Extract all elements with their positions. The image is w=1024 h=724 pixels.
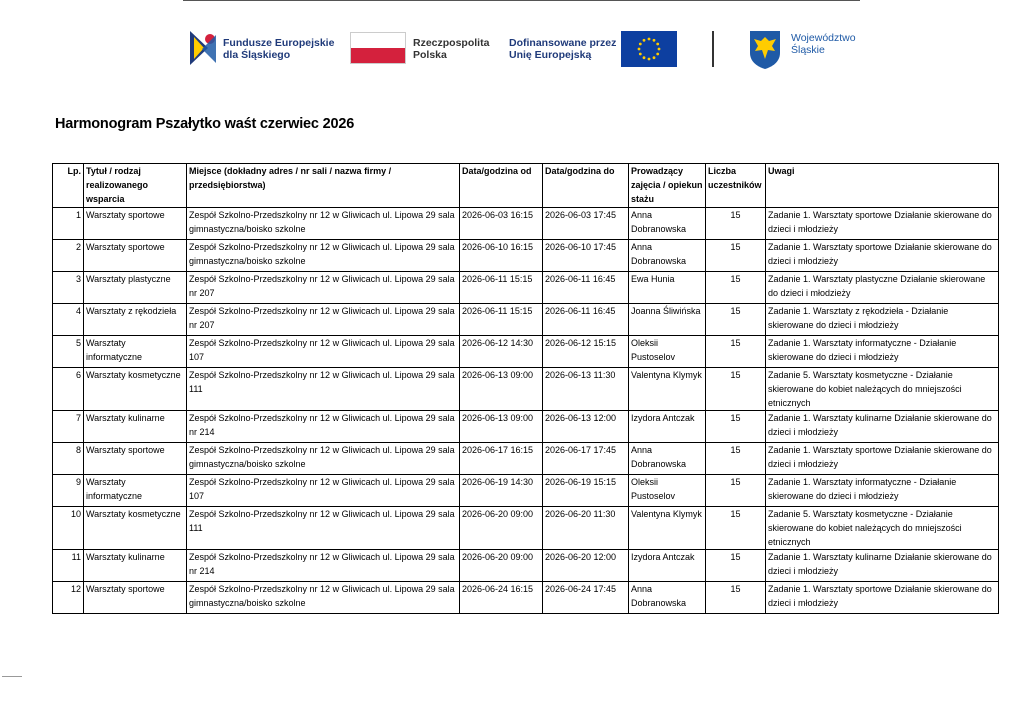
logo-bar <box>0 25 1024 75</box>
cell-title: Warsztaty kosmetyczne <box>84 507 187 550</box>
cell-to: 2026-06-19 15:15 <box>543 475 629 507</box>
header-count: Liczba uczestników <box>706 164 766 208</box>
cell-from: 2026-06-19 14:30 <box>460 475 543 507</box>
cell-lp: 11 <box>53 550 84 582</box>
cell-title: Warsztaty kosmetyczne <box>84 368 187 411</box>
cell-leader: Anna Dobranowska <box>629 208 706 240</box>
cell-to: 2026-06-13 11:30 <box>543 368 629 411</box>
cell-title: Warsztaty sportowe <box>84 443 187 475</box>
logo-separator <box>712 31 714 67</box>
cell-title: Warsztaty z rękodzieła <box>84 304 187 336</box>
cell-place: Zespół Szkolno-Przedszkolny nr 12 w Gliwicach ul. Lipowa 29 sala 107 <box>187 475 460 507</box>
header-from: Data/godzina od <box>460 164 543 208</box>
table-row <box>53 582 999 614</box>
dofinansowane-text <box>509 37 616 61</box>
table-row <box>53 368 999 411</box>
cell-leader: Valentyna Klymyk <box>629 507 706 550</box>
cell-notes: Zadanie 5. Warsztaty kosmetyczne - Działanie skierowane do kobiet należących do mniejszości etnicznych <box>766 368 999 411</box>
cell-from: 2026-06-20 09:00 <box>460 507 543 550</box>
footer-mark <box>2 676 22 677</box>
cell-count: 15 <box>706 240 766 272</box>
cell-notes: Zadanie 1. Warsztaty kulinarne Działanie skierowane do dzieci i młodzieży <box>766 411 999 443</box>
cell-lp: 3 <box>53 272 84 304</box>
cell-place: Zespół Szkolno-Przedszkolny nr 12 w Gliwicach ul. Lipowa 29 sala nr 214 <box>187 411 460 443</box>
cell-lp: 5 <box>53 336 84 368</box>
cell-leader: Oleksii Pustoselov <box>629 475 706 507</box>
cell-place: Zespół Szkolno-Przedszkolny nr 12 w Gliwicach ul. Lipowa 29 sala 107 <box>187 336 460 368</box>
cell-to: 2026-06-17 17:45 <box>543 443 629 475</box>
cell-count: 15 <box>706 336 766 368</box>
cell-count: 15 <box>706 507 766 550</box>
cell-place: Zespół Szkolno-Przedszkolny nr 12 w Gliwicach ul. Lipowa 29 sala nr 207 <box>187 304 460 336</box>
cell-lp: 10 <box>53 507 84 550</box>
cell-from: 2026-06-20 09:00 <box>460 550 543 582</box>
cell-leader: Anna Dobranowska <box>629 240 706 272</box>
cell-place: Zespół Szkolno-Przedszkolny nr 12 w Gliwicach ul. Lipowa 29 sala nr 214 <box>187 550 460 582</box>
table-row <box>53 208 999 240</box>
cell-to: 2026-06-12 15:15 <box>543 336 629 368</box>
cell-place: Zespół Szkolno-Przedszkolny nr 12 w Gliwicach ul. Lipowa 29 sala gimnastyczna/boisko szkolne <box>187 208 460 240</box>
page-title: Harmonogram Pszałytko waśt czerwiec 2026 <box>55 116 355 132</box>
cell-from: 2026-06-11 15:15 <box>460 272 543 304</box>
cell-count: 15 <box>706 368 766 411</box>
schedule-table <box>52 163 999 614</box>
header-lp: Lp. <box>53 164 84 208</box>
top-rule <box>183 0 860 1</box>
table-row <box>53 240 999 272</box>
cell-title: Warsztaty sportowe <box>84 582 187 614</box>
cell-count: 15 <box>706 304 766 336</box>
cell-notes: Zadanie 1. Warsztaty sportowe Działanie skierowane do dzieci i młodzieży <box>766 240 999 272</box>
cell-to: 2026-06-20 12:00 <box>543 550 629 582</box>
cell-count: 15 <box>706 443 766 475</box>
cell-notes: Zadanie 1. Warsztaty kulinarne Działanie skierowane do dzieci i młodzieży <box>766 550 999 582</box>
table-row <box>53 443 999 475</box>
cell-from: 2026-06-12 14:30 <box>460 336 543 368</box>
cell-lp: 2 <box>53 240 84 272</box>
cell-notes: Zadanie 1. Warsztaty plastyczne Działanie skierowane do dzieci i młodzieży <box>766 272 999 304</box>
cell-notes: Zadanie 1. Warsztaty z rękodzieła - Działanie skierowane do dzieci i młodzieży <box>766 304 999 336</box>
cell-to: 2026-06-11 16:45 <box>543 304 629 336</box>
ws-line-2: Śląskie <box>791 44 825 56</box>
fe-line-2: dla Śląskiego <box>223 49 291 61</box>
cell-from: 2026-06-10 16:15 <box>460 240 543 272</box>
table-row <box>53 336 999 368</box>
cell-count: 15 <box>706 582 766 614</box>
fundusze-europejskie-logo-icon <box>188 27 218 69</box>
cell-place: Zespół Szkolno-Przedszkolny nr 12 w Gliwicach ul. Lipowa 29 sala gimnastyczna/boisko szkolne <box>187 240 460 272</box>
cell-lp: 7 <box>53 411 84 443</box>
cell-title: Warsztaty sportowe <box>84 208 187 240</box>
cell-to: 2026-06-24 17:45 <box>543 582 629 614</box>
cell-leader: Joanna Śliwińska <box>629 304 706 336</box>
cell-leader: Anna Dobranowska <box>629 582 706 614</box>
cell-to: 2026-06-03 17:45 <box>543 208 629 240</box>
header-to: Data/godzina do <box>543 164 629 208</box>
rp-line-2: Polska <box>413 49 447 61</box>
header-title: Tytuł / rodzaj realizowanego wsparcia <box>84 164 187 208</box>
cell-lp: 6 <box>53 368 84 411</box>
table-row <box>53 304 999 336</box>
cell-from: 2026-06-13 09:00 <box>460 368 543 411</box>
cell-lp: 8 <box>53 443 84 475</box>
cell-title: Warsztaty informatyczne <box>84 475 187 507</box>
table-row <box>53 550 999 582</box>
cell-title: Warsztaty informatyczne <box>84 336 187 368</box>
cell-lp: 12 <box>53 582 84 614</box>
cell-from: 2026-06-11 15:15 <box>460 304 543 336</box>
cell-from: 2026-06-24 16:15 <box>460 582 543 614</box>
fe-line-1: Fundusze Europejskie <box>223 37 335 49</box>
cell-to: 2026-06-10 17:45 <box>543 240 629 272</box>
cell-count: 15 <box>706 475 766 507</box>
cell-lp: 1 <box>53 208 84 240</box>
eu-flag-icon <box>621 31 677 67</box>
header-leader: Prowadzący zajęcia / opiekun stażu <box>629 164 706 208</box>
cell-title: Warsztaty kulinarne <box>84 411 187 443</box>
table-row <box>53 411 999 443</box>
dof-line-1: Dofinansowane przez <box>509 37 617 49</box>
cell-count: 15 <box>706 208 766 240</box>
polish-flag-icon <box>350 32 406 64</box>
silesia-eagle-crest-icon <box>748 29 782 69</box>
rzeczpospolita-text <box>413 37 489 61</box>
table-row <box>53 475 999 507</box>
cell-place: Zespół Szkolno-Przedszkolny nr 12 w Gliwicach ul. Lipowa 29 sala gimnastyczna/boisko szkolne <box>187 582 460 614</box>
cell-leader: Anna Dobranowska <box>629 443 706 475</box>
header-place: Miejsce (dokładny adres / nr sali / nazwa firmy / przedsiębiorstwa) <box>187 164 460 208</box>
cell-leader: Valentyna Klymyk <box>629 368 706 411</box>
cell-from: 2026-06-03 16:15 <box>460 208 543 240</box>
cell-lp: 9 <box>53 475 84 507</box>
cell-title: Warsztaty kulinarne <box>84 550 187 582</box>
cell-count: 15 <box>706 411 766 443</box>
cell-from: 2026-06-13 09:00 <box>460 411 543 443</box>
rp-line-1: Rzeczpospolita <box>413 37 490 49</box>
cell-notes: Zadanie 1. Warsztaty informatyczne - Działanie skierowane do dzieci i młodzieży <box>766 475 999 507</box>
cell-to: 2026-06-11 16:45 <box>543 272 629 304</box>
cell-notes: Zadanie 1. Warsztaty sportowe Działanie skierowane do dzieci i młodzieży <box>766 582 999 614</box>
table-row <box>53 507 999 550</box>
cell-notes: Zadanie 5. Warsztaty kosmetyczne - Działanie skierowane do kobiet należących do mniejszości etnicznych <box>766 507 999 550</box>
cell-notes: Zadanie 1. Warsztaty sportowe Działanie skierowane do dzieci i młodzieży <box>766 208 999 240</box>
ws-line-1: Województwo <box>791 32 856 44</box>
cell-to: 2026-06-13 12:00 <box>543 411 629 443</box>
dof-line-2: Unię Europejską <box>509 49 592 61</box>
cell-place: Zespół Szkolno-Przedszkolny nr 12 w Gliwicach ul. Lipowa 29 sala nr 207 <box>187 272 460 304</box>
cell-leader: Ewa Hunia <box>629 272 706 304</box>
table-row <box>53 272 999 304</box>
cell-to: 2026-06-20 11:30 <box>543 507 629 550</box>
cell-leader: Oleksii Pustoselov <box>629 336 706 368</box>
cell-leader: Izydora Antczak <box>629 550 706 582</box>
cell-lp: 4 <box>53 304 84 336</box>
fundusze-europejskie-text <box>223 37 334 61</box>
cell-leader: Izydora Antczak <box>629 411 706 443</box>
cell-notes: Zadanie 1. Warsztaty informatyczne - Działanie skierowane do dzieci i młodzieży <box>766 336 999 368</box>
cell-place: Zespół Szkolno-Przedszkolny nr 12 w Gliwicach ul. Lipowa 29 sala 111 <box>187 368 460 411</box>
cell-place: Zespół Szkolno-Przedszkolny nr 12 w Gliwicach ul. Lipowa 29 sala gimnastyczna/boisko szkolne <box>187 443 460 475</box>
cell-title: Warsztaty plastyczne <box>84 272 187 304</box>
wojewodztwo-text <box>791 32 856 56</box>
cell-notes: Zadanie 1. Warsztaty sportowe Działanie skierowane do dzieci i młodzieży <box>766 443 999 475</box>
cell-title: Warsztaty sportowe <box>84 240 187 272</box>
cell-count: 15 <box>706 550 766 582</box>
cell-from: 2026-06-17 16:15 <box>460 443 543 475</box>
header-notes: Uwagi <box>766 164 999 208</box>
cell-place: Zespół Szkolno-Przedszkolny nr 12 w Gliwicach ul. Lipowa 29 sala 111 <box>187 507 460 550</box>
cell-count: 15 <box>706 272 766 304</box>
table-header-row <box>53 164 999 208</box>
